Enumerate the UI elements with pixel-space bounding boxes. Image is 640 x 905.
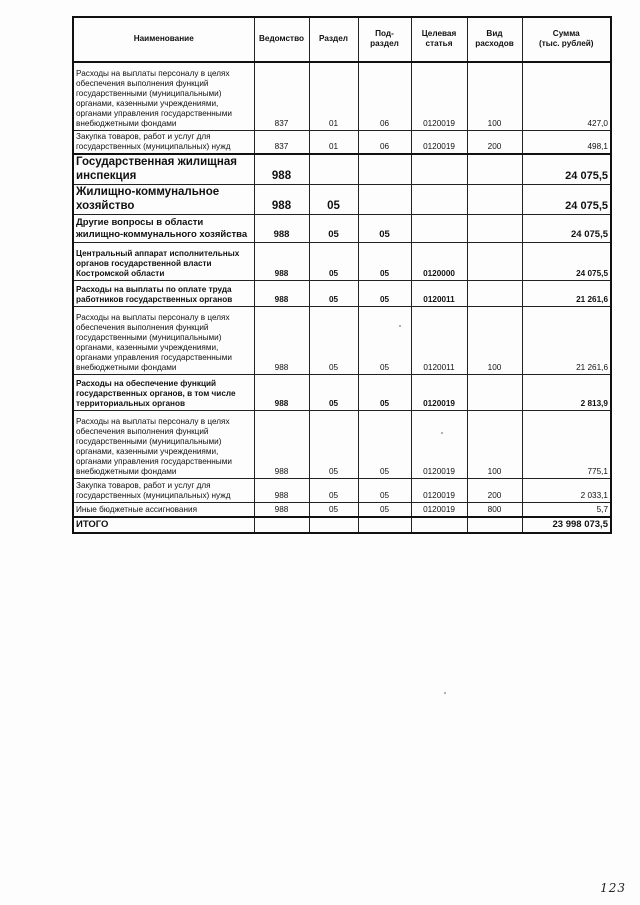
row-vedomstvo: 837	[254, 130, 309, 154]
row-celevaya	[411, 185, 467, 215]
row-name: Закупка товаров, работ и услуг для государственных (муниципальных) нужд	[73, 130, 254, 154]
row-razdel: 05	[309, 479, 358, 503]
row-celevaya: 0120019	[411, 62, 467, 130]
row-podrazdel: 05	[358, 411, 411, 479]
total-row	[73, 517, 611, 533]
row-podrazdel: 05	[358, 243, 411, 281]
row-summa: 5,7	[522, 503, 611, 517]
row-vedomstvo: 988	[254, 411, 309, 479]
row-celevaya: 0120019	[411, 479, 467, 503]
row-celevaya	[411, 154, 467, 185]
table-row	[73, 185, 611, 215]
row-podrazdel	[358, 185, 411, 215]
row-name: Другие вопросы в области жилищно-коммунального хозяйства	[73, 215, 254, 243]
row-celevaya: 0120011	[411, 281, 467, 307]
row-podrazdel: 05	[358, 479, 411, 503]
row-podrazdel: 05	[358, 375, 411, 411]
row-celevaya: 0120000	[411, 243, 467, 281]
row-podrazdel: 06	[358, 130, 411, 154]
row-celevaya	[411, 215, 467, 243]
table-row	[73, 215, 611, 243]
row-summa: 24 075,5	[522, 185, 611, 215]
row-razdel: 05	[309, 243, 358, 281]
row-razdel: 05	[309, 185, 358, 215]
row-podrazdel: 05	[358, 503, 411, 517]
total-label: ИТОГО	[73, 517, 254, 533]
total-summa: 23 998 073,5	[522, 517, 611, 533]
table-row	[73, 154, 611, 185]
row-name: Государственная жилищная инспекция	[73, 154, 254, 185]
row-vedomstvo: 988	[254, 281, 309, 307]
row-summa: 24 075,5	[522, 154, 611, 185]
row-name: Расходы на обеспечение функций государственных органов, в том числе территориальных органов	[73, 375, 254, 411]
row-name: Центральный аппарат исполнительных органов государственной власти Костромской области	[73, 243, 254, 281]
row-name: Иные бюджетные ассигнования	[73, 503, 254, 517]
budget-table	[72, 16, 612, 534]
row-razdel: 05	[309, 503, 358, 517]
table-row	[73, 281, 611, 307]
header-celevaya-statya: Целевая статья	[411, 17, 467, 62]
header-row	[73, 17, 611, 62]
row-podrazdel: 05	[358, 281, 411, 307]
row-podrazdel: 05	[358, 307, 411, 375]
row-podrazdel	[358, 154, 411, 185]
row-razdel: 05	[309, 375, 358, 411]
table-row	[73, 411, 611, 479]
row-vid: 100	[467, 307, 522, 375]
row-name: Расходы на выплаты персоналу в целях обеспечения выполнения функций государственными (муниципальными) органами, казенными учреждениями, органами управления государственными внебюджетными фондами	[73, 62, 254, 130]
row-vedomstvo: 988	[254, 185, 309, 215]
row-vid: 100	[467, 411, 522, 479]
row-summa: 24 075,5	[522, 215, 611, 243]
row-vedomstvo: 837	[254, 62, 309, 130]
row-summa: 2 033,1	[522, 479, 611, 503]
row-summa: 498,1	[522, 130, 611, 154]
header-vid-rashodov: Вид расходов	[467, 17, 522, 62]
row-celevaya: 0120011	[411, 307, 467, 375]
row-celevaya: 0120019	[411, 503, 467, 517]
row-vedomstvo: 988	[254, 215, 309, 243]
table-row	[73, 375, 611, 411]
row-name: Закупка товаров, работ и услуг для государственных (муниципальных) нужд	[73, 479, 254, 503]
scan-speck	[444, 692, 446, 694]
row-razdel: 05	[309, 281, 358, 307]
row-vedomstvo: 988	[254, 503, 309, 517]
row-name: Жилищно-коммунальное хозяйство	[73, 185, 254, 215]
row-razdel: 05	[309, 411, 358, 479]
row-vid	[467, 375, 522, 411]
table-row	[73, 503, 611, 517]
header-podrazdel: Под- раздел	[358, 17, 411, 62]
row-vedomstvo: 988	[254, 154, 309, 185]
row-summa: 2 813,9	[522, 375, 611, 411]
row-vid: 200	[467, 130, 522, 154]
row-podrazdel: 05	[358, 215, 411, 243]
row-razdel: 01	[309, 130, 358, 154]
table-row	[73, 307, 611, 375]
row-razdel: 05	[309, 215, 358, 243]
page-number: 123	[600, 881, 626, 895]
total-empty-cell	[411, 517, 467, 533]
row-podrazdel: 06	[358, 62, 411, 130]
row-summa: 21 261,6	[522, 281, 611, 307]
row-vid	[467, 185, 522, 215]
row-name: Расходы на выплаты персоналу в целях обеспечения выполнения функций государственными (муниципальными) органами, казенными учреждениями, органами управления государственными внебюджетными фондами	[73, 411, 254, 479]
row-razdel	[309, 154, 358, 185]
row-razdel: 01	[309, 62, 358, 130]
row-celevaya: 0120019	[411, 130, 467, 154]
total-empty-cell	[358, 517, 411, 533]
table-row	[73, 62, 611, 130]
row-vid	[467, 281, 522, 307]
row-vedomstvo: 988	[254, 243, 309, 281]
table-row	[73, 243, 611, 281]
row-razdel: 05	[309, 307, 358, 375]
table-row	[73, 130, 611, 154]
table-row	[73, 479, 611, 503]
row-summa: 21 261,6	[522, 307, 611, 375]
row-vedomstvo: 988	[254, 375, 309, 411]
row-vid	[467, 154, 522, 185]
row-celevaya: 0120019	[411, 411, 467, 479]
row-name: Расходы на выплаты по оплате труда работников государственных органов	[73, 281, 254, 307]
header-name: Наименование	[73, 17, 254, 62]
row-vid: 100	[467, 62, 522, 130]
total-empty-cell	[467, 517, 522, 533]
row-vid: 800	[467, 503, 522, 517]
row-name: Расходы на выплаты персоналу в целях обеспечения выполнения функций государственными (муниципальными) органами, казенными учреждениями, органами управления государственными внебюджетными фондами	[73, 307, 254, 375]
header-summa: Сумма (тыс. рублей)	[522, 17, 611, 62]
header-razdel: Раздел	[309, 17, 358, 62]
row-vid	[467, 243, 522, 281]
row-summa: 24 075,5	[522, 243, 611, 281]
row-summa: 775,1	[522, 411, 611, 479]
budget-sheet	[72, 16, 610, 534]
row-celevaya: 0120019	[411, 375, 467, 411]
row-summa: 427,0	[522, 62, 611, 130]
scan-speck	[441, 432, 443, 434]
row-vedomstvo: 988	[254, 479, 309, 503]
row-vedomstvo: 988	[254, 307, 309, 375]
row-vid: 200	[467, 479, 522, 503]
header-vedomstvo: Ведомство	[254, 17, 309, 62]
scan-speck	[399, 325, 401, 327]
total-empty-cell	[254, 517, 309, 533]
total-empty-cell	[309, 517, 358, 533]
row-vid	[467, 215, 522, 243]
